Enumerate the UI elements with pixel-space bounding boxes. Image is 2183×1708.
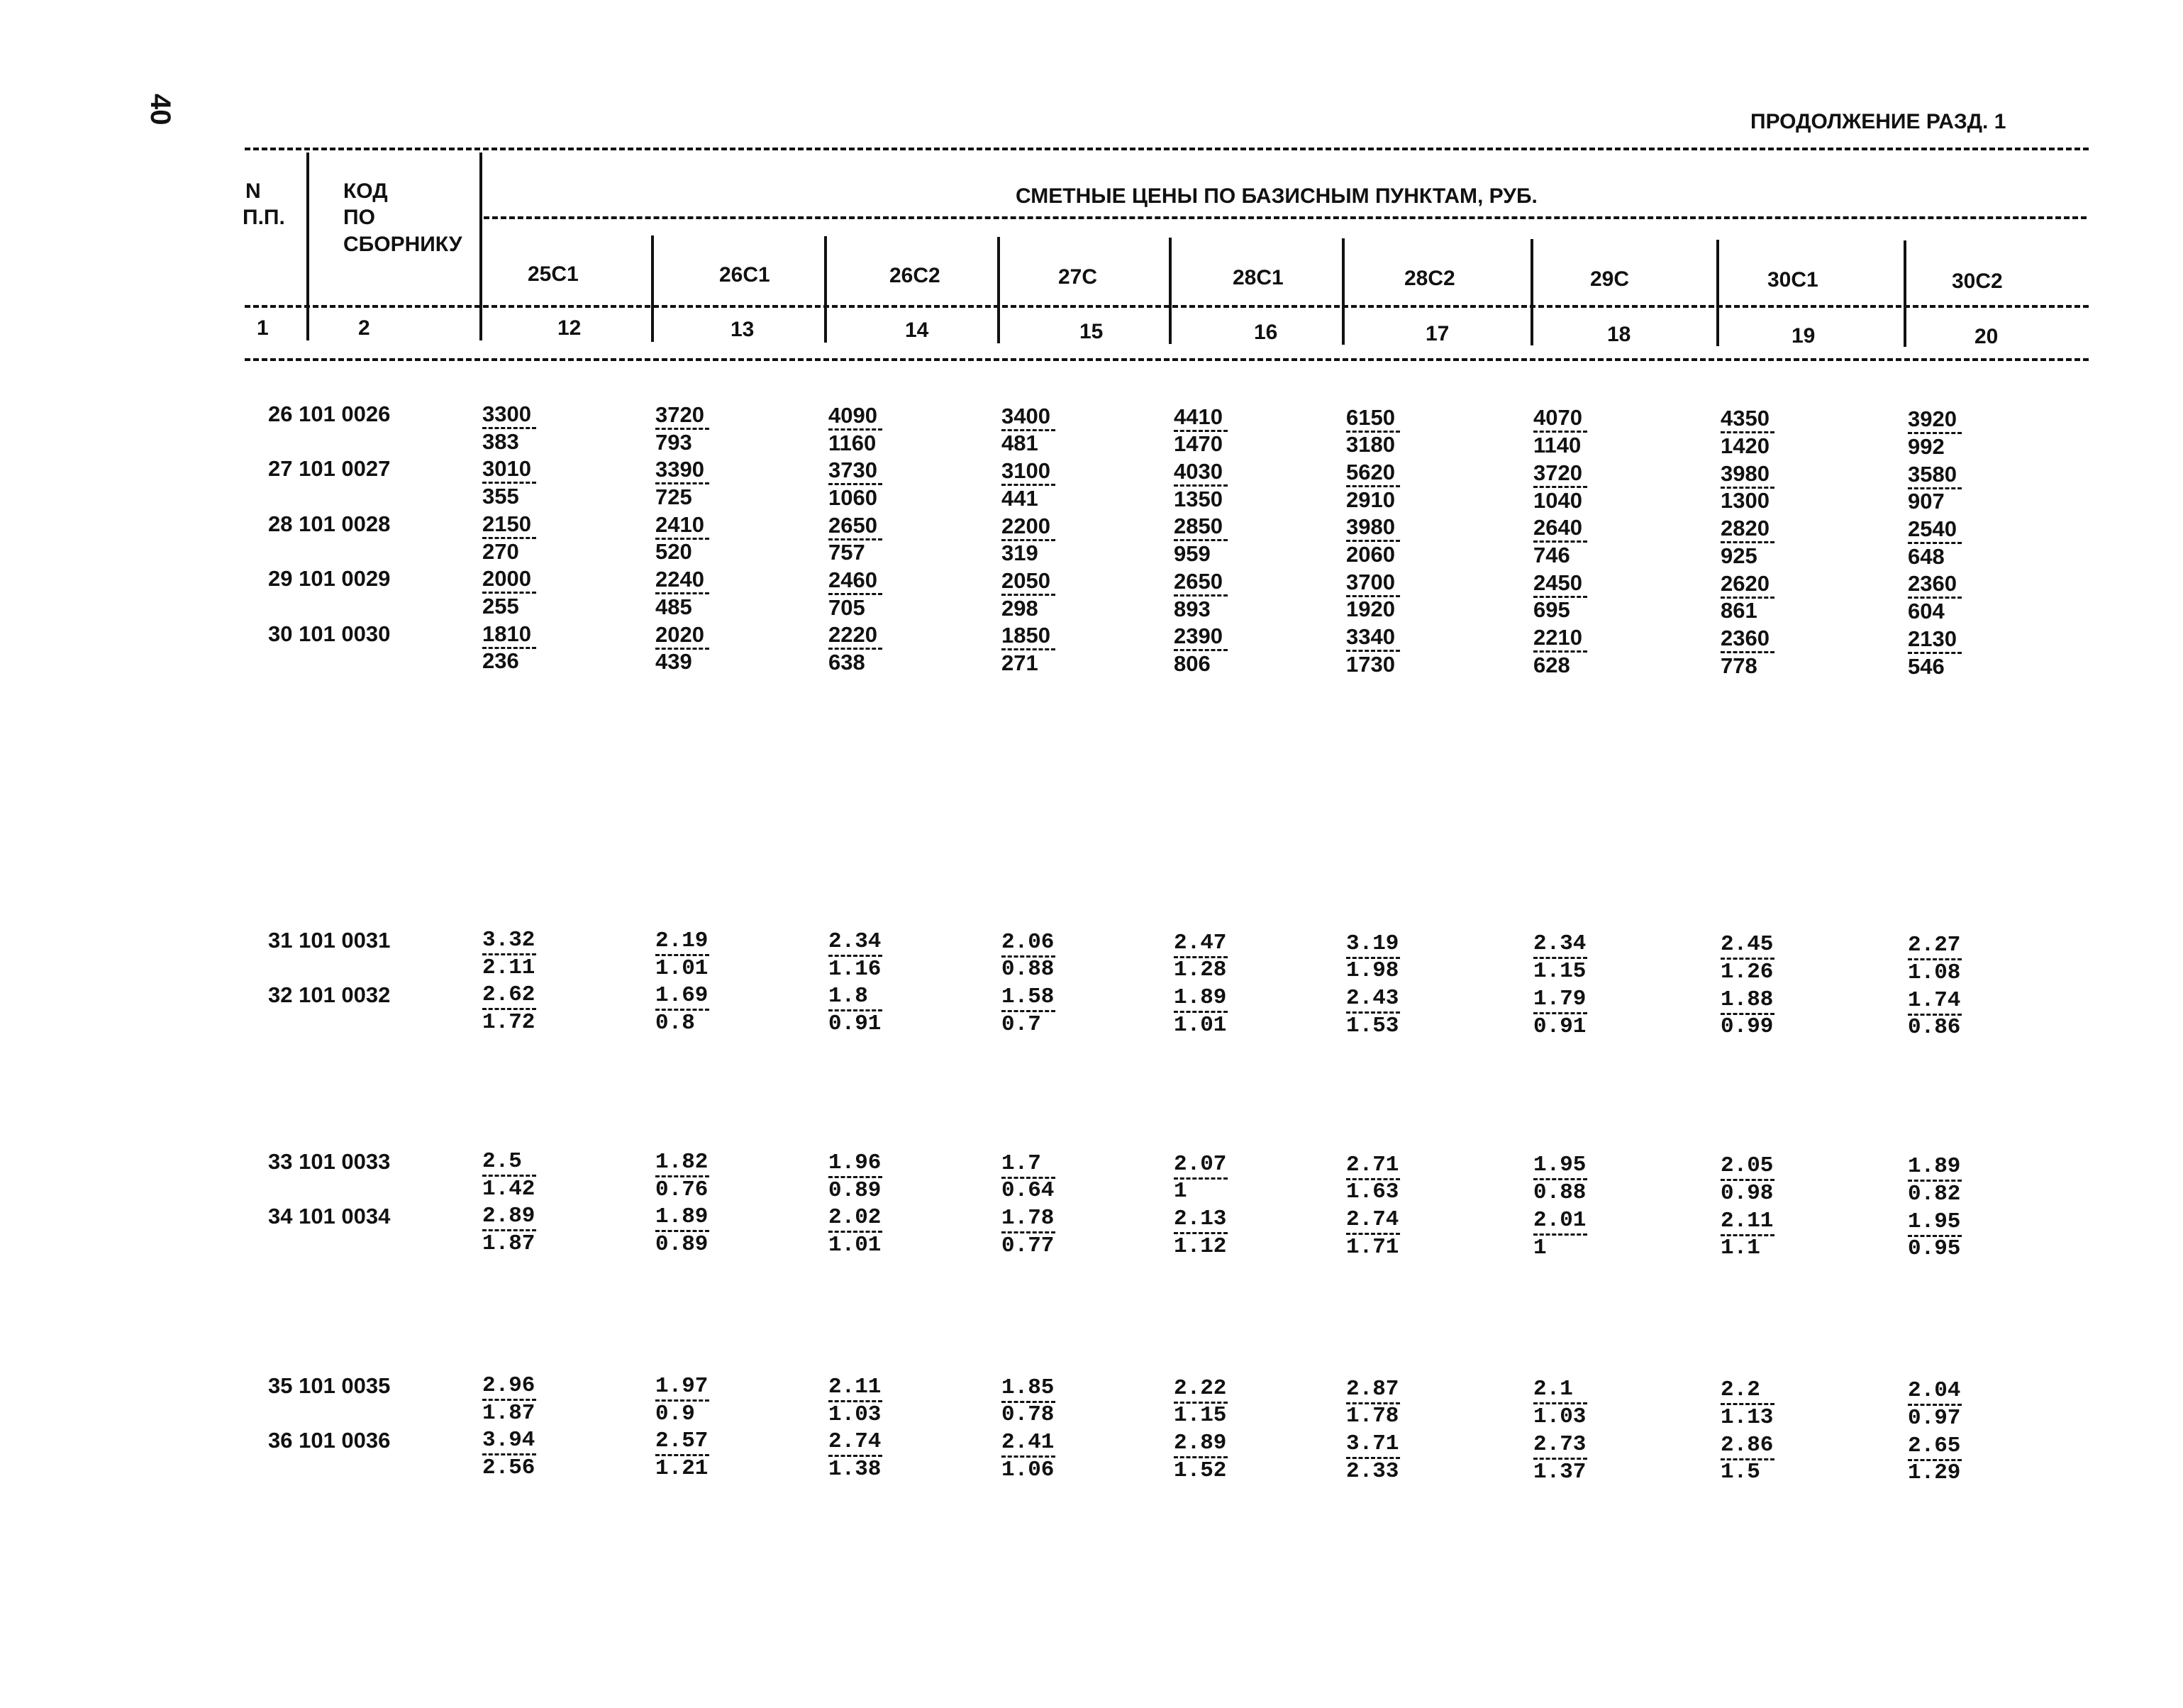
point-name-header: 28С2 [1404, 267, 1455, 290]
price-value: 4410 [1174, 404, 1223, 429]
price-value: 1300 [1721, 488, 1770, 514]
price-value: 3980 [1721, 460, 1770, 486]
point-column-divider [651, 235, 654, 342]
price-value: 4090 [828, 402, 877, 428]
price-value: 2050 [1001, 567, 1050, 593]
price-value: 638 [828, 650, 865, 675]
row-code: 32 101 0032 [268, 982, 391, 1008]
price-value: 2.04 [1908, 1378, 1961, 1404]
price-value: 0.64 [1001, 1178, 1055, 1204]
price-value: 1.01 [655, 955, 709, 981]
point-column-number: 15 [1079, 319, 1104, 343]
header-col1-line: П.П. [243, 206, 285, 229]
price-value: 1.89 [1908, 1154, 1961, 1180]
price-value: 3730 [828, 458, 877, 483]
header-col1-line: N [245, 179, 261, 203]
price-value: 604 [1908, 599, 1945, 624]
price-value: 1060 [828, 484, 877, 510]
point-column-divider [1904, 240, 1906, 347]
row-code: 30 101 0030 [268, 621, 391, 646]
price-value: 1 [1174, 1179, 1187, 1204]
price-value: 0.88 [1533, 1180, 1587, 1206]
price-value: 1.01 [1174, 1012, 1227, 1038]
price-value: 1.69 [655, 983, 709, 1009]
price-value: 2.73 [1533, 1431, 1587, 1457]
price-value: 1.87 [482, 1400, 535, 1426]
price-value: 1.63 [1346, 1180, 1399, 1205]
header-col2-line: ПО [343, 206, 375, 229]
price-value: 2.11 [828, 1374, 882, 1399]
row-code: 36 101 0036 [268, 1428, 391, 1453]
price-value: 481 [1001, 431, 1038, 456]
price-value: 0.88 [1001, 957, 1055, 982]
price-value: 2020 [655, 621, 704, 647]
price-value: 2.56 [482, 1455, 535, 1481]
price-value: 757 [828, 540, 865, 565]
point-column-number: 20 [1974, 325, 1999, 348]
price-value: 2200 [1001, 513, 1050, 538]
price-value: 4070 [1533, 405, 1582, 431]
price-value: 1.21 [655, 1456, 709, 1481]
price-value: 0.89 [655, 1232, 709, 1257]
price-value: 0.7 [1001, 1011, 1041, 1037]
price-value: 298 [1001, 595, 1038, 621]
price-value: 2650 [1174, 568, 1223, 594]
price-value: 3700 [1346, 569, 1395, 594]
price-value: 546 [1908, 653, 1945, 679]
price-value: 1.28 [1174, 958, 1227, 983]
price-value: 3180 [1346, 432, 1395, 458]
price-value: 3340 [1346, 624, 1395, 650]
price-value: 520 [655, 539, 692, 565]
price-value: 2220 [828, 622, 877, 648]
price-value: 1.08 [1908, 960, 1961, 985]
price-value: 2.89 [1174, 1431, 1227, 1455]
header-bottom-rule [245, 358, 2089, 361]
price-value: 2640 [1533, 515, 1582, 540]
header-divider [479, 152, 482, 340]
price-value: 2150 [482, 511, 531, 536]
row-code: 27 101 0027 [268, 456, 391, 482]
price-value: 2.02 [828, 1205, 882, 1231]
price-value: 1.82 [655, 1149, 709, 1175]
price-value: 2060 [1346, 542, 1395, 567]
price-value: 1.42 [482, 1176, 535, 1202]
point-column-divider [1531, 239, 1533, 345]
price-value: 0.98 [1721, 1181, 1774, 1206]
price-value: 1.13 [1721, 1405, 1774, 1430]
price-value: 1.78 [1346, 1404, 1399, 1429]
price-value: 2360 [1721, 625, 1770, 650]
price-value: 2.74 [828, 1429, 882, 1455]
price-value: 2850 [1174, 514, 1223, 539]
price-value: 2540 [1908, 516, 1957, 541]
point-name-header: 26С1 [719, 263, 770, 287]
price-value: 2460 [828, 567, 877, 592]
price-value: 1.58 [1001, 985, 1055, 1010]
price-value: 2360 [1908, 571, 1957, 597]
price-value: 3720 [1533, 460, 1582, 485]
price-value: 3010 [482, 456, 531, 482]
price-value: 907 [1908, 489, 1945, 514]
price-value: 628 [1533, 652, 1570, 677]
price-value: 2000 [482, 566, 531, 592]
price-value: 0.82 [1908, 1181, 1961, 1207]
price-value: 793 [655, 429, 692, 455]
price-value: 3.94 [482, 1428, 535, 1453]
price-value: 3720 [655, 401, 704, 427]
price-value: 1.95 [1908, 1209, 1961, 1234]
row-code: 35 101 0035 [268, 1373, 391, 1398]
price-value: 2620 [1721, 570, 1770, 596]
price-value: 2.47 [1174, 930, 1227, 955]
price-value: 5620 [1346, 459, 1395, 484]
price-value: 2.07 [1174, 1151, 1227, 1177]
price-value: 3.32 [482, 928, 535, 953]
price-value: 1.88 [1721, 987, 1774, 1012]
price-value: 0.89 [828, 1177, 882, 1203]
price-value: 3100 [1001, 458, 1050, 484]
price-value: 6150 [1346, 404, 1395, 430]
point-column-number: 18 [1607, 323, 1631, 346]
price-value: 1.5 [1721, 1460, 1760, 1485]
price-value: 1.89 [655, 1204, 709, 1230]
point-name-header: 25С1 [528, 262, 579, 286]
price-value: 861 [1721, 598, 1757, 623]
price-value: 4350 [1721, 406, 1770, 431]
price-value: 778 [1721, 653, 1757, 678]
price-value: 705 [828, 594, 865, 620]
price-value: 648 [1908, 543, 1945, 569]
price-value: 1.7 [1001, 1150, 1041, 1176]
point-column-divider [824, 236, 827, 343]
price-value: 1.12 [1174, 1233, 1227, 1259]
price-value: 441 [1001, 485, 1038, 511]
price-value: 2390 [1174, 623, 1223, 649]
header-col2-line: КОД [343, 179, 388, 203]
point-column-number: 13 [731, 317, 755, 341]
price-value: 0.9 [655, 1401, 695, 1426]
price-value: 2.06 [1001, 929, 1055, 955]
price-value: 806 [1174, 650, 1211, 676]
header-names-rule [245, 305, 2089, 308]
price-value: 1.01 [828, 1232, 882, 1258]
price-value: 355 [482, 484, 519, 509]
price-value: 1.8 [828, 984, 868, 1009]
price-value: 2.01 [1533, 1207, 1587, 1233]
price-value: 2.27 [1908, 933, 1961, 958]
price-value: 3390 [655, 457, 704, 482]
price-value: 2.11 [482, 955, 535, 980]
point-column-divider [997, 237, 1000, 343]
group-title-rule [484, 216, 2087, 219]
price-value: 3300 [482, 401, 531, 426]
price-value: 3.71 [1346, 1431, 1399, 1456]
header-top-rule [245, 148, 2089, 150]
price-value: 1.38 [828, 1456, 882, 1482]
price-value: 439 [655, 649, 692, 675]
price-value: 893 [1174, 596, 1211, 621]
row-code: 29 101 0029 [268, 566, 391, 592]
price-value: 2.2 [1721, 1377, 1760, 1403]
price-value: 319 [1001, 540, 1038, 566]
price-value: 2.11 [1721, 1208, 1774, 1233]
price-value: 992 [1908, 433, 1945, 459]
price-value: 1730 [1346, 651, 1395, 677]
point-column-number: 16 [1254, 321, 1278, 344]
price-value: 1.06 [1001, 1457, 1055, 1482]
price-value: 1.16 [828, 956, 882, 982]
price-value: 383 [482, 428, 519, 454]
price-value: 1040 [1533, 487, 1582, 513]
price-value: 2.45 [1721, 932, 1774, 958]
point-column-divider [1716, 240, 1719, 346]
price-value: 3920 [1908, 406, 1957, 432]
price-value: 3580 [1908, 461, 1957, 487]
price-value: 1.26 [1721, 960, 1774, 985]
price-value: 1850 [1001, 623, 1050, 648]
price-value: 1.15 [1174, 1403, 1227, 1429]
price-value: 2.5 [482, 1149, 522, 1174]
price-value: 1160 [828, 430, 877, 455]
price-value: 2.65 [1908, 1433, 1961, 1458]
price-value: 0.86 [1908, 1015, 1961, 1041]
price-value: 2.43 [1346, 985, 1399, 1011]
section-continuation-label: ПРОДОЛЖЕНИЕ РАЗД. 1 [1750, 110, 2006, 133]
point-column-number: 12 [557, 316, 582, 340]
price-value: 2.57 [655, 1429, 709, 1454]
point-column-number: 14 [905, 318, 929, 342]
price-value: 1.72 [482, 1010, 535, 1036]
header-col1-number: 1 [257, 316, 269, 340]
price-value: 2650 [828, 512, 877, 538]
price-value: 3980 [1346, 514, 1395, 540]
point-column-number: 17 [1426, 321, 1450, 345]
price-value: 1.87 [482, 1231, 535, 1257]
price-value: 1.98 [1346, 958, 1399, 984]
price-value: 2410 [655, 511, 704, 537]
price-value: 2.22 [1174, 1375, 1227, 1401]
price-value: 1 [1533, 1235, 1547, 1260]
price-value: 2.96 [482, 1373, 535, 1398]
point-name-header: 28С1 [1233, 265, 1284, 289]
price-value: 0.95 [1908, 1236, 1961, 1262]
price-value: 2.41 [1001, 1430, 1055, 1455]
price-value: 1.29 [1908, 1460, 1961, 1486]
page-number: 40 [145, 94, 176, 126]
row-code: 31 101 0031 [268, 928, 391, 953]
price-value: 236 [482, 648, 519, 674]
price-value: 1.53 [1346, 1013, 1399, 1038]
price-value: 2.33 [1346, 1458, 1399, 1484]
price-value: 959 [1174, 541, 1211, 567]
price-value: 0.99 [1721, 1014, 1774, 1040]
point-name-header: 30С2 [1952, 269, 2003, 293]
price-value: 2130 [1908, 626, 1957, 651]
price-group-title: СМЕТНЫЕ ЦЕНЫ ПО БАЗИСНЫМ ПУНКТАМ, РУБ. [1016, 184, 1538, 208]
price-value: 2240 [655, 567, 704, 592]
price-value: 1.52 [1174, 1458, 1227, 1483]
point-column-divider [1169, 238, 1172, 344]
price-value: 1.71 [1346, 1234, 1399, 1260]
row-code: 34 101 0034 [268, 1204, 391, 1229]
price-value: 1920 [1346, 597, 1395, 622]
price-value: 1140 [1533, 433, 1582, 458]
row-code: 26 101 0026 [268, 401, 391, 426]
price-value: 695 [1533, 597, 1570, 623]
price-value: 1.15 [1533, 959, 1587, 985]
row-code: 33 101 0033 [268, 1149, 391, 1174]
price-value: 1.78 [1001, 1206, 1055, 1231]
price-value: 3400 [1001, 403, 1050, 428]
price-value: 746 [1533, 542, 1570, 567]
row-code: 28 101 0028 [268, 511, 391, 536]
price-value: 2.86 [1721, 1432, 1774, 1458]
price-value: 1.03 [828, 1402, 882, 1427]
price-value: 1.79 [1533, 986, 1587, 1011]
price-value: 2210 [1533, 625, 1582, 650]
price-value: 2910 [1346, 487, 1395, 512]
price-value: 725 [655, 484, 692, 509]
header-col2-line: СБОРНИКУ [343, 233, 462, 256]
point-name-header: 26С2 [889, 264, 940, 288]
header-divider [306, 152, 309, 340]
price-value: 1350 [1174, 486, 1223, 511]
price-value: 1.95 [1533, 1153, 1587, 1178]
price-value: 2.13 [1174, 1207, 1227, 1231]
price-value: 1.89 [1174, 985, 1227, 1010]
point-name-header: 29С [1590, 267, 1630, 292]
price-value: 925 [1721, 543, 1757, 568]
point-column-number: 19 [1792, 323, 1816, 348]
price-value: 1.03 [1533, 1404, 1587, 1430]
price-value: 2.74 [1346, 1207, 1399, 1232]
price-value: 2.34 [828, 928, 882, 954]
price-value: 1.96 [828, 1150, 882, 1175]
price-value: 271 [1001, 650, 1038, 675]
price-value: 1470 [1174, 431, 1223, 457]
point-name-header: 30С1 [1767, 268, 1818, 292]
price-value: 270 [482, 538, 519, 564]
price-value: 0.91 [1533, 1014, 1587, 1039]
price-value: 2820 [1721, 516, 1770, 541]
price-value: 1.37 [1533, 1459, 1587, 1485]
price-value: 485 [655, 594, 692, 619]
price-value: 0.78 [1001, 1402, 1055, 1428]
price-value: 2.87 [1346, 1376, 1399, 1402]
price-value: 2.71 [1346, 1152, 1399, 1177]
header-col2-number: 2 [358, 316, 370, 340]
price-value: 1.1 [1721, 1236, 1760, 1261]
price-value: 1.74 [1908, 987, 1961, 1013]
price-value: 0.76 [655, 1177, 709, 1202]
price-value: 2.89 [482, 1204, 535, 1229]
price-value: 0.91 [828, 1011, 882, 1036]
price-value: 0.97 [1908, 1405, 1961, 1431]
price-value: 1810 [482, 621, 531, 646]
price-value: 255 [482, 593, 519, 619]
price-value: 2450 [1533, 570, 1582, 595]
price-value: 2.62 [482, 982, 535, 1008]
price-value: 2.05 [1721, 1153, 1774, 1179]
price-value: 2.1 [1533, 1377, 1573, 1402]
price-value: 4030 [1174, 459, 1223, 484]
price-value: 2.19 [655, 928, 709, 953]
price-value: 0.8 [655, 1011, 695, 1036]
point-name-header: 27С [1058, 265, 1098, 289]
price-value: 1420 [1721, 433, 1770, 458]
point-column-divider [1342, 238, 1345, 345]
price-value: 2.34 [1533, 931, 1587, 957]
price-value: 1.97 [655, 1373, 709, 1399]
price-value: 0.77 [1001, 1233, 1055, 1258]
price-value: 3.19 [1346, 931, 1399, 956]
price-value: 1.85 [1001, 1375, 1055, 1400]
